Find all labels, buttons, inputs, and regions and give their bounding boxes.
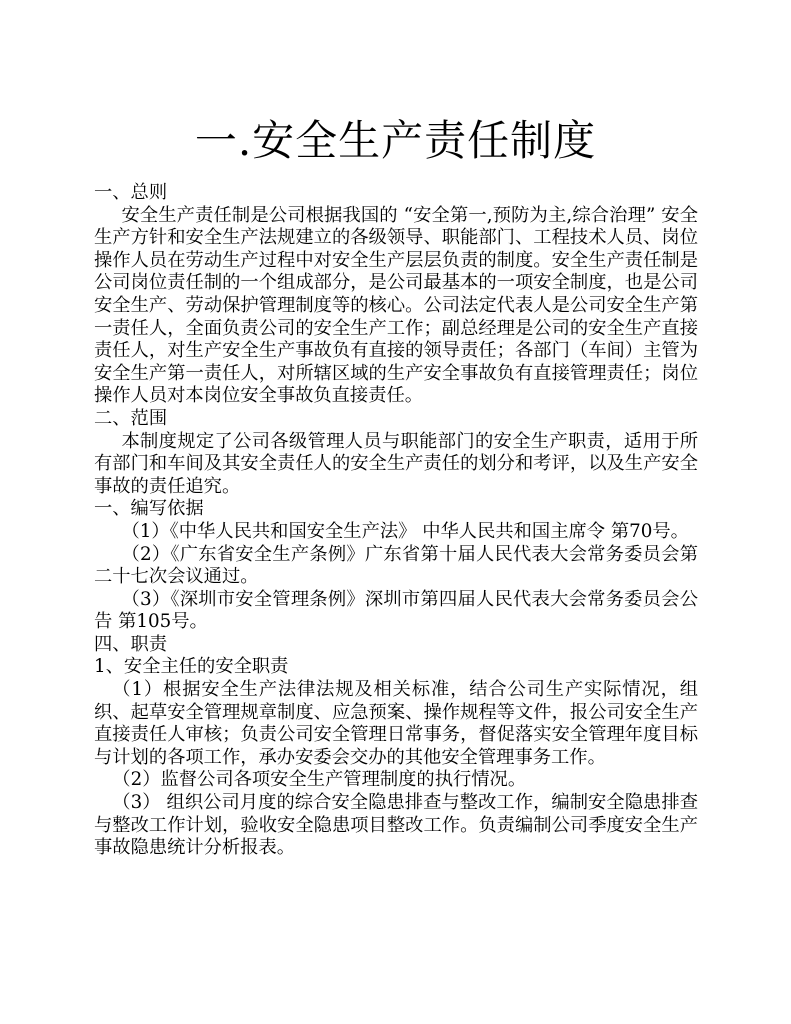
section-heading-duties: 四、职责	[94, 633, 168, 655]
duty-item: （2）监督公司各项安全生产管理制度的执行情况。	[112, 769, 527, 791]
duties-subheading: 1、安全主任的安全职责	[94, 656, 289, 678]
section-heading-basis: 一、编写依据	[94, 498, 204, 520]
document-body	[94, 182, 698, 860]
section-heading-scope: 二、范围	[94, 407, 168, 429]
basis-item: （3）《深圳市安全管理条例》深圳市第四届人民代表大会常务委员会公告 第105号。	[94, 588, 698, 633]
scope-paragraph: 本制度规定了公司各级管理人员与职能部门的安全生产职责，适用于所有部门和车间及其安全责任人的安全生产责任的划分和考评，以及生产安全事故的责任追究。	[94, 430, 698, 497]
section-heading-general: 一、总则	[94, 182, 168, 203]
duty-item: （3） 组织公司月度的综合安全隐患排查与整改工作，编制安全隐患排查与整改工作计划，验收安全隐患项目整改工作。负责编制公司季度安全生产事故隐患统计分析报表。	[94, 792, 698, 859]
document-title: 一.安全生产责任制度	[194, 116, 597, 165]
basis-item: （1）《中华人民共和国安全生产法》 中华人民共和国主席令 第70号。	[121, 520, 689, 542]
duty-item: （1）根据安全生产法律法规及相关标准，结合公司生产实际情况，组织、起草安全管理规章制度、应急预案、操作规程等文件，报公司安全生产直接责任人审核；负责公司安全管理日常事务，督促落实安全管理年度目标与计划的各项工作，承办安委会交办的其他安全管理事务工作。	[94, 679, 698, 768]
general-paragraph: 安全生产责任制是公司根据我国的 “安全第一,预防为主,综合治理” 安全生产方针和安全生产法规建立的各级领导、职能部门、工程技术人员、岗位操作人员在劳动生产过程中对安全生产层层负责的制度。安全生产责任制是公司岗位责任制的一个组成部分，是公司最基本的一项安全制度，也是公司安全生产、劳动保护管理制度等的核心。公司法定代表人是公司安全生产第一责任人，全面负责公司的安全生产工作；副总经理是公司的安全生产直接责任人，对生产安全生产事故负有直接的领导责任；各部门（车间）主管为安全生产第一责任人，对所辖区域的生产安全事故负有直接管理责任；岗位操作人员对本岗位安全事故负直接责任。	[94, 204, 698, 407]
basis-item: （2）《广东省安全生产条例》广东省第十届人民代表大会常务委员会第二十七次会议通过。	[94, 543, 698, 588]
